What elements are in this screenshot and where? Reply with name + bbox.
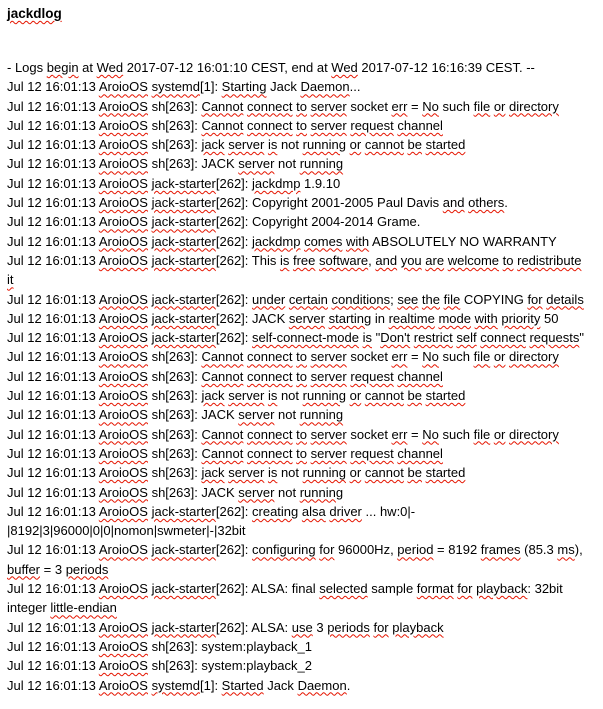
misspelled-word: AroioOS: [98, 388, 148, 404]
misspelled-word: AroioOS: [98, 117, 148, 133]
misspelled-word: jack-starter: [151, 233, 216, 249]
misspelled-word: AroioOS: [98, 484, 148, 500]
misspelled-word: jackdmp: [252, 175, 301, 191]
misspelled-word: AroioOS: [98, 291, 148, 307]
misspelled-word: for: [457, 581, 473, 597]
misspelled-word: alsa: [301, 503, 326, 519]
misspelled-word: AroioOS: [98, 310, 148, 326]
misspelled-word: AroioOS: [98, 98, 148, 114]
misspelled-word: for: [373, 619, 389, 635]
misspelled-word: AroioOS: [98, 214, 148, 230]
misspelled-word: connect: [246, 117, 293, 133]
misspelled-word: AroioOS: [98, 330, 148, 346]
misspelled-word: channel: [397, 368, 443, 384]
misspelled-word: err: [391, 426, 408, 442]
misspelled-word: for: [527, 291, 543, 307]
misspelled-word: jack-starter: [151, 252, 216, 268]
misspelled-word: connect: [480, 330, 526, 346]
misspelled-word: directory: [509, 98, 559, 114]
misspelled-word: cannot: [364, 137, 404, 153]
misspelled-word: started: [425, 465, 466, 481]
misspelled-word: file: [473, 349, 491, 365]
misspelled-word: running: [302, 137, 346, 153]
misspelled-word: jack-starter: [151, 542, 216, 558]
log-line: Jul 12 16:01:13 AroioOS sh[263]: Cannot connect to server request channel: [7, 117, 443, 133]
misspelled-word: conditions: [331, 291, 391, 307]
misspelled-word: use: [291, 619, 313, 635]
misspelled-word: realtime: [388, 310, 435, 326]
misspelled-word: or: [493, 426, 506, 442]
log-line: Jul 12 16:01:13 AroioOS sh[263]: system:playback_1: [7, 638, 312, 654]
misspelled-word: jack-starter: [151, 330, 216, 346]
misspelled-word: Cannot: [201, 368, 244, 384]
misspelled-word: to: [296, 98, 307, 114]
log-line: integer little-endian: [7, 600, 117, 616]
log-line: Jul 12 16:01:13 AroioOS sh[263]: JACK server not running: [7, 156, 344, 172]
misspelled-word: Cannot: [201, 426, 244, 442]
misspelled-word: No: [422, 98, 439, 114]
misspelled-word: directory: [509, 426, 559, 442]
log-line: Jul 12 16:01:13 AroioOS systemd[1]: Started Jack Daemon.: [7, 677, 351, 693]
misspelled-word: playback: [476, 581, 528, 597]
misspelled-word: driver: [329, 503, 362, 519]
misspelled-word: jackdmp: [252, 233, 301, 249]
misspelled-word: periods: [327, 619, 370, 635]
misspelled-word: err: [391, 349, 408, 365]
misspelled-word: with: [474, 310, 498, 326]
misspelled-word: is: [279, 252, 290, 268]
misspelled-word: AroioOS: [98, 368, 148, 384]
misspelled-word: started: [425, 137, 466, 153]
misspelled-word: jack-starter: [151, 581, 216, 597]
misspelled-word: server: [238, 484, 275, 500]
misspelled-word: AroioOS: [98, 445, 148, 461]
misspelled-word: AroioOS: [98, 195, 148, 211]
log-line: Jul 12 16:01:13 AroioOS jack-starter[262]: ALSA: final selected sample format for playback: 32bit: [7, 581, 563, 597]
log-line: |8192|3|96000|0|0|nomon|swmeter|-|32bit: [7, 523, 246, 539]
misspelled-word: certain: [288, 291, 328, 307]
misspelled-word: you: [400, 252, 422, 268]
misspelled-word: jack-starter: [151, 214, 216, 230]
misspelled-word: or: [349, 137, 362, 153]
misspelled-word: No: [422, 426, 439, 442]
misspelled-word: under: [252, 291, 286, 307]
misspelled-word: channel: [397, 117, 443, 133]
misspelled-word: requests: [529, 330, 580, 346]
misspelled-word: AroioOS: [98, 542, 148, 558]
misspelled-word: restrict: [413, 330, 453, 346]
misspelled-word: period: [397, 542, 434, 558]
misspelled-word: connect: [246, 349, 293, 365]
misspelled-word: server: [310, 368, 347, 384]
log-line: Jul 12 16:01:13 AroioOS sh[263]: JACK server not running: [7, 407, 344, 423]
misspelled-word: running: [302, 465, 346, 481]
misspelled-word: redistribute: [517, 252, 582, 268]
misspelled-word: playback: [392, 619, 444, 635]
misspelled-word: Cannot: [201, 445, 244, 461]
misspelled-word: AroioOS: [98, 581, 148, 597]
misspelled-word: file: [443, 291, 461, 307]
misspelled-word: request: [350, 117, 394, 133]
misspelled-word: self-connect-mode: [252, 330, 359, 346]
misspelled-word: connect: [246, 445, 293, 461]
misspelled-word: AroioOS: [98, 638, 148, 654]
misspelled-word: jack-starter: [151, 195, 216, 211]
misspelled-word: server: [238, 156, 275, 172]
log-line: Jul 12 16:01:13 AroioOS jack-starter[262]: creating alsa driver ... hw:0|-: [7, 503, 416, 519]
misspelled-word: running: [299, 156, 344, 172]
misspelled-word: server: [310, 117, 347, 133]
log-line: Jul 12 16:01:13 AroioOS sh[263]: jack server is not running or cannot be started: [7, 137, 466, 153]
misspelled-word: self: [456, 330, 477, 346]
log-line: Jul 12 16:01:13 AroioOS sh[263]: system:playback_2: [7, 658, 312, 674]
misspelled-word: the: [421, 291, 440, 307]
misspelled-word: jack: [201, 137, 225, 153]
misspelled-word: AroioOS: [98, 426, 148, 442]
misspelled-word: request: [350, 368, 394, 384]
misspelled-word: with: [345, 233, 370, 249]
misspelled-word: jack: [201, 465, 225, 481]
misspelled-word: Wed: [96, 60, 124, 75]
misspelled-word: Cannot: [201, 117, 244, 133]
log-line: Jul 12 16:01:13 AroioOS jack-starter[262]: ALSA: use 3 periods for playback: [7, 619, 444, 635]
misspelled-word: starting: [328, 310, 372, 326]
misspelled-word: or: [349, 465, 362, 481]
misspelled-word: server: [228, 388, 265, 404]
log-body: [0, 58, 603, 695]
misspelled-word: it: [7, 272, 14, 288]
misspelled-word: is: [267, 465, 278, 481]
misspelled-word: channel: [397, 445, 443, 461]
log-line: buffer = 3 periods: [7, 561, 109, 577]
misspelled-word: and: [375, 252, 398, 268]
misspelled-word: to: [296, 349, 307, 365]
log-line: Jul 12 16:01:13 AroioOS jack-starter[262]: jackdmp comes with ABSOLUTELY NO WARRANTY: [7, 233, 557, 249]
misspelled-word: and: [442, 195, 465, 211]
log-line: [7, 270, 603, 289]
misspelled-word: server: [310, 445, 347, 461]
misspelled-word: be: [407, 388, 422, 404]
misspelled-word: cannot: [364, 465, 404, 481]
misspelled-word: AroioOS: [98, 503, 148, 519]
misspelled-word: frames: [480, 542, 521, 558]
misspelled-word: Wed: [331, 60, 358, 75]
misspelled-word: Cannot: [201, 98, 244, 114]
misspelled-word: Started: [221, 677, 264, 693]
misspelled-word: jack-starter: [151, 503, 216, 519]
log-line: Jul 12 16:01:13 AroioOS sh[263]: Cannot connect to server socket err = No such file or directory: [7, 349, 559, 365]
misspelled-word: is: [267, 388, 278, 404]
misspelled-word: be: [407, 465, 422, 481]
log-line: - Logs begin at Wed 2017-07-12 16:01:10 CEST, end at Wed 2017-07-12 16:16:39 CEST. --: [7, 60, 535, 75]
misspelled-word: AroioOS: [98, 252, 148, 268]
misspelled-word: jack-starter: [151, 175, 216, 191]
misspelled-word: little-endian: [50, 600, 117, 616]
misspelled-word: jack-starter: [151, 310, 216, 326]
log-line: Jul 12 16:01:13 AroioOS jack-starter[262]: configuring for 96000Hz, period = 8192 frames (85.3 ms),: [7, 542, 583, 558]
misspelled-word: AroioOS: [98, 407, 148, 423]
misspelled-word: AroioOS: [98, 465, 148, 481]
misspelled-word: running: [302, 388, 346, 404]
log-line: Jul 12 16:01:13 AroioOS sh[263]: jack server is not running or cannot be started: [7, 388, 466, 404]
misspelled-word: periods: [65, 561, 109, 577]
misspelled-word: is: [267, 137, 278, 153]
misspelled-word: server: [228, 137, 265, 153]
misspelled-word: server: [310, 98, 347, 114]
misspelled-word: to: [502, 252, 514, 268]
misspelled-word: mode: [438, 310, 471, 326]
misspelled-word: is: [362, 330, 372, 346]
misspelled-word: AroioOS: [98, 658, 148, 674]
misspelled-word: are: [425, 252, 445, 268]
misspelled-word: to: [296, 368, 307, 384]
misspelled-word: jack: [201, 388, 225, 404]
misspelled-word: AroioOS: [98, 79, 148, 95]
misspelled-word: or: [349, 388, 362, 404]
log-line: Jul 12 16:01:13 AroioOS jack-starter[262]: Copyright 2001-2005 Paul Davis and others.: [7, 195, 508, 211]
misspelled-word: be: [407, 137, 422, 153]
misspelled-word: No: [422, 349, 439, 365]
misspelled-word: server: [310, 349, 347, 365]
misspelled-word: systemd: [151, 79, 200, 95]
misspelled-word: cannot: [364, 388, 404, 404]
misspelled-word: AroioOS: [98, 175, 148, 191]
misspelled-word: AroioOS: [98, 156, 148, 172]
log-line: Jul 12 16:01:13 AroioOS sh[263]: Cannot connect to server socket err = No such file or directory: [7, 426, 559, 442]
misspelled-word: server: [288, 310, 325, 326]
misspelled-word: file: [473, 426, 491, 442]
misspelled-word: server: [238, 407, 275, 423]
misspelled-word: buffer: [7, 561, 41, 577]
log-line: Jul 12 16:01:13 AroioOS systemd[1]: Starting Jack Daemon...: [7, 79, 361, 95]
misspelled-word: details: [546, 291, 584, 307]
log-line: Jul 12 16:01:13 AroioOS sh[263]: Cannot connect to server request channel: [7, 445, 443, 461]
misspelled-word: ms: [557, 542, 575, 558]
misspelled-word: request: [350, 445, 394, 461]
misspelled-word: begin: [46, 60, 79, 75]
misspelled-word: comes: [304, 233, 343, 249]
misspelled-word: format: [416, 581, 454, 597]
misspelled-word: priority: [501, 310, 541, 326]
misspelled-word: connect: [246, 368, 293, 384]
misspelled-word: free: [292, 252, 316, 268]
document-title-text: jackdlog: [7, 6, 62, 21]
misspelled-word: jack-starter: [151, 291, 216, 307]
misspelled-word: directory: [509, 349, 559, 365]
misspelled-word: Daemon: [297, 677, 347, 693]
misspelled-word: Starting: [221, 79, 267, 95]
misspelled-word: welcome: [447, 252, 500, 268]
misspelled-word: for: [319, 542, 335, 558]
misspelled-word: to: [296, 117, 307, 133]
misspelled-word: others: [468, 195, 505, 211]
document-title: [0, 0, 603, 23]
misspelled-word: file: [473, 98, 491, 114]
misspelled-word: systemd: [151, 677, 200, 693]
log-line: Jul 12 16:01:13 AroioOS sh[263]: jack server is not running or cannot be started: [7, 465, 466, 481]
log-line: Jul 12 16:01:13 AroioOS jack-starter[262]: This is free software, and you are welcome to redistribute: [7, 252, 582, 268]
misspelled-word: started: [425, 388, 466, 404]
misspelled-word: err: [391, 98, 408, 114]
misspelled-word: running: [299, 484, 344, 500]
log-line: Jul 12 16:01:13 AroioOS jack-starter[262]: under certain conditions; see the file COPYING for details: [7, 291, 584, 307]
misspelled-word: AroioOS: [98, 677, 148, 693]
misspelled-word: AroioOS: [98, 349, 148, 365]
log-line: Jul 12 16:01:13 AroioOS sh[263]: Cannot connect to server socket err = No such file or directory: [7, 98, 559, 114]
log-line: Jul 12 16:01:13 AroioOS jack-starter[262]: JACK server starting in realtime mode with priority 50: [7, 310, 559, 326]
misspelled-word: jack-starter: [151, 619, 216, 635]
misspelled-word: server: [228, 465, 265, 481]
misspelled-word: to: [296, 445, 307, 461]
misspelled-word: configuring: [252, 542, 316, 558]
misspelled-word: AroioOS: [98, 233, 148, 249]
misspelled-word: AroioOS: [98, 137, 148, 153]
misspelled-word: Cannot: [201, 349, 244, 365]
misspelled-word: Don't: [380, 330, 411, 346]
misspelled-word: selected: [319, 581, 368, 597]
misspelled-word: to: [296, 426, 307, 442]
misspelled-word: server: [310, 426, 347, 442]
misspelled-word: software: [319, 252, 369, 268]
misspelled-word: connect: [246, 426, 293, 442]
log-line: Jul 12 16:01:13 AroioOS sh[263]: Cannot connect to server request channel: [7, 368, 443, 384]
misspelled-word: creating: [252, 503, 299, 519]
misspelled-word: or: [493, 349, 506, 365]
misspelled-word: see: [397, 291, 419, 307]
log-line: Jul 12 16:01:13 AroioOS sh[263]: JACK server not running: [7, 484, 344, 500]
misspelled-word: connect: [246, 98, 293, 114]
misspelled-word: Daemon: [300, 79, 350, 95]
log-line: Jul 12 16:01:13 AroioOS jack-starter[262]: self-connect-mode is "Don't restrict self connect requests": [7, 330, 584, 346]
log-line: Jul 12 16:01:13 AroioOS jack-starter[262]: Copyright 2004-2014 Grame.: [7, 214, 421, 230]
log-line: Jul 12 16:01:13 AroioOS jack-starter[262]: jackdmp 1.9.10: [7, 175, 341, 191]
misspelled-word: or: [493, 98, 506, 114]
misspelled-word: AroioOS: [98, 619, 148, 635]
misspelled-word: running: [299, 407, 344, 423]
